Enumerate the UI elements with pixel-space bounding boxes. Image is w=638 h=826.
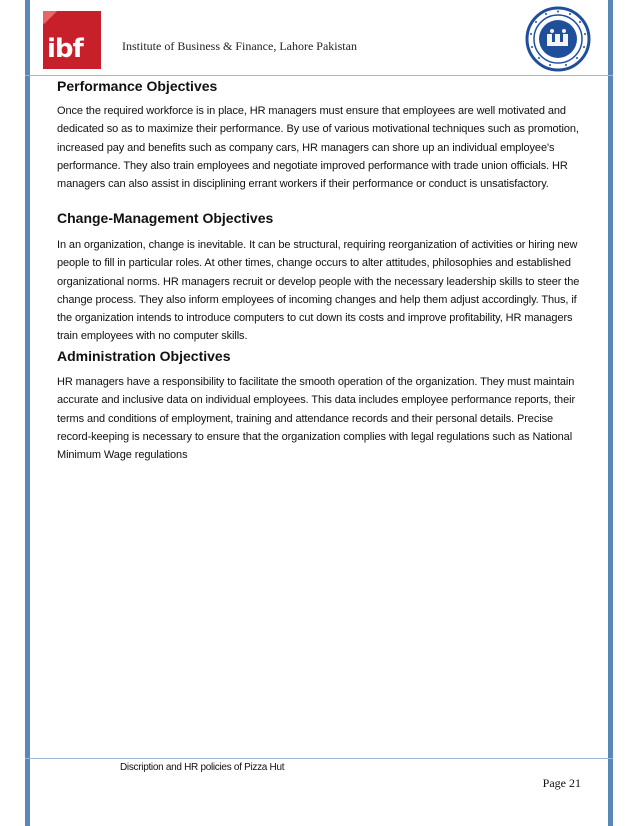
section-body-change-management: In an organization, change is inevitable. It can be structural, requiring reorganization of activities or hiring new people to fill in particular roles. At other times, change occurs to alter attitudes, philosophies and established organizational norms. HR managers recruit or develop people with the necessary leadership skills to steer the change process. They also inform employees of incoming changes and help them adjust accordingly. Thus, if the organization intends to introduce computers to cut down its costs and improve profitability, HR managers train employees with no computer skills. bbox=[57, 239, 580, 343]
footer-text: Discription and HR policies of Pizza Hut bbox=[120, 762, 285, 773]
section-heading-administration: Administration Objectives bbox=[57, 348, 231, 364]
section-body-performance: Once the required workforce is in place, HR managers must ensure that employees are well motivated and dedicated so as to maximize their performance. By use of various motivational techniques such as promotion, increased pay and benefits such as company cars, HR managers can shore up an individual employee's performance. They also train employees and negotiate improved performance with trade union officials. HR managers can also assist in disciplining errant workers if their performance or conduct is unsatisfactory. bbox=[57, 105, 579, 191]
header-divider bbox=[25, 75, 613, 76]
left-margin-rule bbox=[25, 0, 30, 826]
ibf-logo-icon bbox=[43, 11, 101, 69]
section-heading-change-management: Change-Management Objectives bbox=[57, 210, 274, 226]
university-seal-icon bbox=[525, 6, 591, 72]
page-number: Page 21 bbox=[542, 776, 581, 790]
section-body-administration: HR managers have a responsibility to facilitate the smooth operation of the organization. They must maintain accurate and inclusive data on individual employees. This data includes employee performance reports, their terms and conditions of employment, training and attendance records and their personal details. Precise record-keeping is necessary to ensure that the organization complies with legal regulations such as National Minimum Wage regulations bbox=[57, 376, 576, 462]
ibf-logo-text: ibf bbox=[47, 34, 83, 64]
section-heading-performance: Performance Objectives bbox=[57, 78, 218, 94]
page-header bbox=[0, 0, 638, 76]
right-margin-rule bbox=[608, 0, 613, 826]
footer-divider bbox=[25, 758, 613, 759]
header-title: Institute of Business & Finance, Lahore Pakistan bbox=[122, 39, 357, 53]
